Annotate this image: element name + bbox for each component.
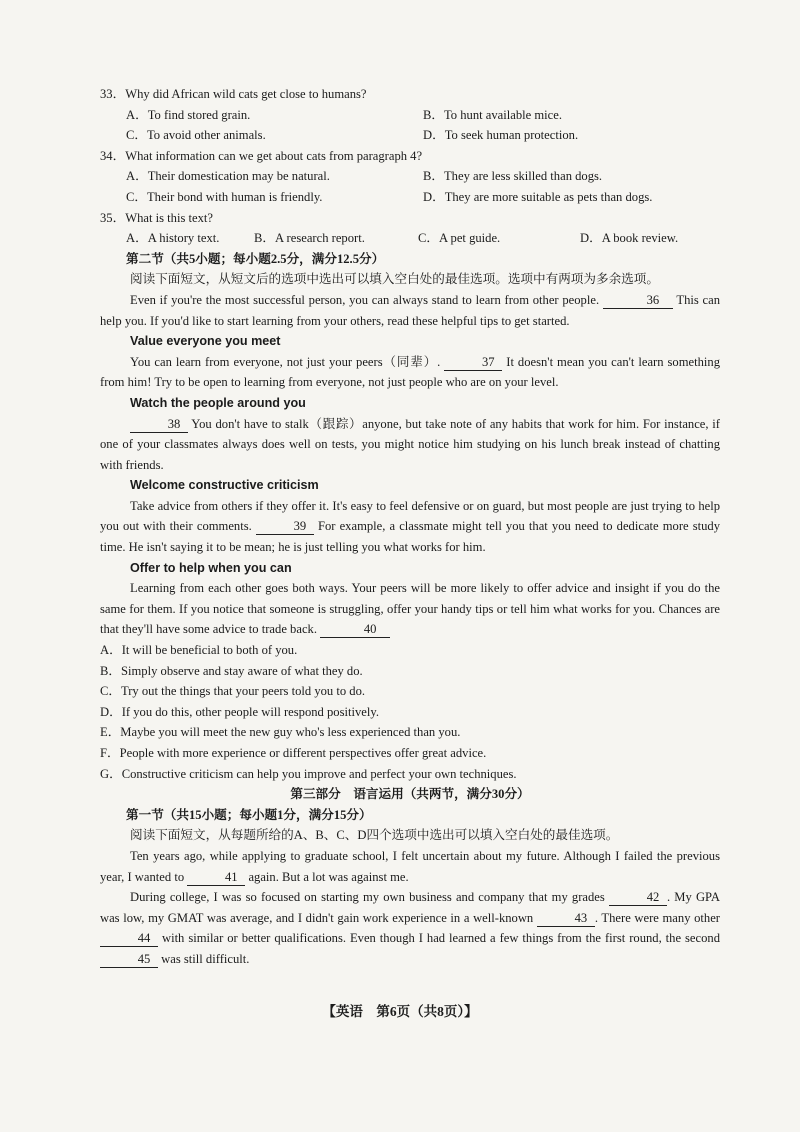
- q34-stem: 34．What information can we get about cats from paragraph 4?: [100, 148, 423, 163]
- q35-options: [100, 228, 720, 249]
- q35-option-c: C．A pet guide.: [418, 231, 501, 246]
- heading-offer-help: Offer to help when you can: [130, 560, 292, 575]
- part3-title: 第三部分 语言运用（共两节，满分30分）: [290, 787, 530, 802]
- part3-para2: [100, 887, 720, 969]
- q34-option-a: A．Their domestication may be natural.: [126, 169, 330, 184]
- para-offer-help: [100, 578, 720, 640]
- options-list: [100, 640, 720, 784]
- part3-p2-text-d: with similar or better qualifications. Even though I had learned a few things from the first round, the second: [161, 931, 721, 946]
- p1-text-b: It doesn't mean you can't learn something from him! Try to be open to learning from everyone, not just people who are on your level.: [100, 354, 720, 390]
- q33-option-a: A．To find stored grain.: [126, 107, 251, 122]
- option-c: C．Try out the things that your peers told you to do.: [100, 684, 366, 699]
- blank-45: 45: [100, 952, 158, 968]
- q33-option-b: B．To hunt available mice.: [423, 107, 563, 122]
- para-constructive-criticism: [100, 496, 720, 558]
- q35-option-d: D．A book review.: [580, 231, 679, 246]
- q34-options-row2: [100, 187, 720, 208]
- q34-option-c: C．Their bond with human is friendly.: [126, 189, 323, 204]
- blank-39: 39: [256, 519, 314, 535]
- blank-42: 42: [609, 890, 667, 906]
- q33-options-row2: [100, 125, 720, 146]
- page-footer: 【英语 第6页（共8页）】: [322, 1004, 478, 1019]
- section2-instruction-block: [100, 269, 720, 331]
- section2-intro: [100, 290, 720, 331]
- q35-option-b: B．A research report.: [254, 231, 365, 246]
- option-b: B．Simply observe and stay aware of what they do.: [100, 663, 363, 678]
- part3-p2-text-e: was still difficult.: [161, 951, 250, 966]
- q33-option-c: C．To avoid other animals.: [126, 128, 266, 143]
- part3-p2-text-b: . My GPA was low, my GMAT was average, and I didn't gain work experience in a well-known: [100, 890, 720, 925]
- q33-options-row1: [100, 105, 720, 126]
- heading-constructive-criticism: Welcome constructive criticism: [130, 478, 319, 493]
- heading-watch-people: Watch the people around you: [130, 395, 306, 410]
- intro-text-a: Even if you're the most successful person, you can always stand to learn from other people.: [130, 292, 600, 307]
- part3-instruction: 阅读下面短文，从每题所给的A、B、C、D四个选项中选出可以填入空白处的最佳选项。: [130, 828, 619, 843]
- para-value-everyone: [100, 352, 720, 393]
- blank-44: 44: [100, 931, 158, 947]
- blank-36: 36: [603, 293, 673, 309]
- option-d: D．If you do this, other people will respond positively.: [100, 704, 380, 719]
- option-e: E．Maybe you will meet the new guy who's less experienced than you.: [100, 725, 461, 740]
- para-watch-people: [100, 414, 720, 476]
- p4-text: Learning from each other goes both ways. Your peers will be more likely to offer advice and insight if you do the same for them. If you notice that someone is struggling, offer your handy tips or tell him what works for you. Chances are that they'll have some advice to trade back.: [100, 581, 720, 637]
- heading-value-everyone: Value everyone you meet: [130, 334, 281, 349]
- q34-option-b: B．They are less skilled than dogs.: [423, 169, 603, 184]
- page-content: [100, 84, 720, 970]
- p2-text: You don't have to stalk（跟踪）anyone, but take note of any habits that work for him. For instance, if one of your classmates always does well on tests, you might notice him studying on his lunch break instead of chatting with friends.: [100, 416, 720, 472]
- section2-title: 第二节（共5小题；每小题2.5分，满分12.5分）: [126, 251, 385, 266]
- intro-text-b: This can help you. If you'd like to start learning from your others, read these helpful tips to get started.: [100, 292, 721, 328]
- part3-subtitle: 第一节（共15小题；每小题1分，满分15分）: [126, 807, 372, 822]
- q34-option-d: D．They are more suitable as pets than dogs.: [423, 189, 653, 204]
- blank-40: 40: [320, 622, 390, 638]
- q35-option-a: A．A history text.: [126, 231, 220, 246]
- part3-para1: [100, 846, 720, 887]
- blank-43: 43: [537, 911, 595, 927]
- p3-text-a: Take advice from others if they offer it. It's easy to feel defensive or on guard, but most people are just trying to help you out with their comments.: [100, 498, 720, 534]
- part3-p1-text-a: Ten years ago, while applying to graduate school, I felt uncertain about my future. Although I failed the previous year, I wanted to: [100, 848, 720, 884]
- q34-options-row1: [100, 166, 720, 187]
- option-f: F．People with more experience or different perspectives offer great advice.: [100, 746, 487, 760]
- part3-p1-text-b: again. But a lot was against me.: [248, 869, 409, 884]
- section2-instruction: 阅读下面短文，从短文后的选项中选出可以填入空白处的最佳选项。选项中有两项为多余选项。: [130, 272, 659, 287]
- part3-block: [100, 825, 720, 969]
- p1-text-a: You can learn from everyone, not just your peers（同辈）.: [130, 354, 441, 369]
- part3-p2-text-a: During college, I was so focused on starting my own business and company that my grades: [130, 890, 605, 905]
- option-a: A．It will be beneficial to both of you.: [100, 643, 298, 658]
- q33-option-d: D．To seek human protection.: [423, 128, 579, 143]
- blank-38: 38: [130, 417, 188, 433]
- p3-text-b: For example, a classmate might tell you that you need to dedicate more study time. He isn't saying it to be mean; he is just telling you what works for him.: [100, 519, 720, 555]
- q35-stem: 35．What is this text?: [100, 210, 213, 225]
- option-g: G．Constructive criticism can help you improve and perfect your own techniques.: [100, 766, 517, 781]
- blank-37: 37: [444, 355, 502, 371]
- q33-stem: 33．Why did African wild cats get close to humans?: [100, 87, 367, 101]
- blank-41: 41: [187, 870, 245, 886]
- part3-p2-text-c: . There were many other: [594, 910, 721, 925]
